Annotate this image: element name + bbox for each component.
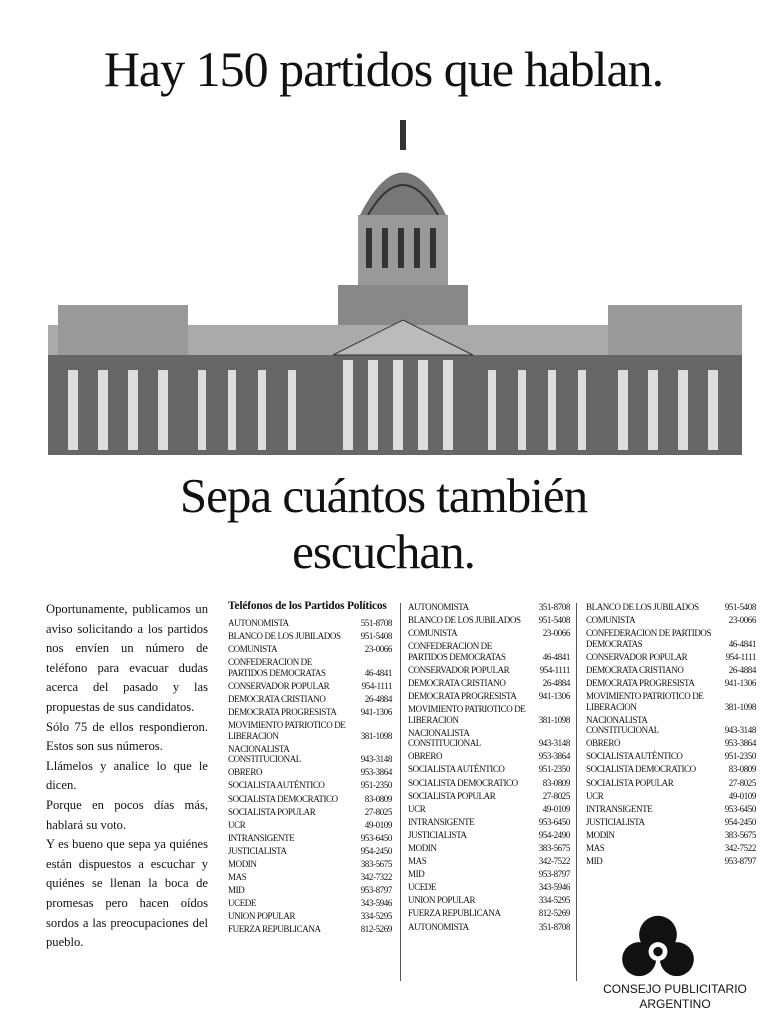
phone-number: 953-3864 [538,751,570,762]
phone-list-row [586,804,756,815]
party-name: FUERZA REPUBLICANA [228,924,321,935]
phone-number: 83-0809 [542,777,570,788]
phone-list-row [408,691,570,702]
party-name: FUERZA REPUBLICANA [408,908,501,919]
phone-list-row [228,872,392,883]
phone-number: 26-4884 [364,693,392,704]
phone-list-row [228,707,392,718]
phone-list-row [586,764,756,775]
phone-list-row [408,778,570,789]
phone-number: 46-4841 [728,638,756,649]
phone-number: 954-1111 [725,651,756,662]
party-name: BLANCO DE LOS JUBILADOS [408,615,521,626]
phone-list-row [408,856,570,867]
phone-number: 941-1306 [724,677,756,688]
phone-list-row [408,830,570,841]
party-name: COMUNISTA [586,615,636,626]
phone-number: 951-5408 [538,615,570,626]
phone-list-row [586,691,756,712]
phone-number: 351-8708 [538,921,570,932]
phone-number: 812-5269 [360,924,392,935]
phone-list-row [586,751,756,762]
phone-list-row [408,817,570,828]
party-name: DEMOCRATA PROGRESISTA [408,691,517,702]
party-name: UNION POPULAR [228,911,296,922]
phone-number: 26-4884 [728,664,756,675]
phone-list-row [228,833,392,844]
phone-number: 812-5269 [538,908,570,919]
paragraph: Llámelos y analice lo que le dicen. [46,758,208,793]
party-name: DEMOCRATA PROGRESISTA [228,707,337,718]
phone-list-row [408,678,570,689]
phone-list-row [586,738,756,749]
subheadline-line-2: escuchan. [292,524,475,579]
party-name: JUSTICIALISTA [586,816,645,827]
phone-number: 46-4841 [364,667,392,678]
phone-number: 951-5408 [724,602,756,612]
phone-number: 953-6450 [724,803,756,814]
party-name: MODIN [408,843,437,853]
phone-list-row [586,843,756,854]
phone-number: 27-8025 [728,777,756,788]
phone-number: 953-6450 [538,816,570,827]
phone-list-row [228,780,392,791]
phone-number: 953-3864 [724,738,756,749]
phone-column-2 [408,602,570,935]
party-name: MODIN [586,829,615,840]
party-name: SOCIALISTA DEMOCRATICO [228,793,338,804]
phone-number: 383-5675 [538,843,570,853]
party-name: MID [586,856,603,867]
party-name: DEMOCRATA CRISTIANO [586,664,684,675]
phone-list-row [408,641,570,662]
phone-list-row [228,924,392,935]
phone-number: 383-5675 [360,859,392,869]
party-name: MOVIMIENTO PATRIOTICO DE LIBERACION [228,720,346,741]
party-name: DEMOCRATA PROGRESISTA [586,677,695,688]
phone-list-row [586,715,756,736]
phone-number: 951-2350 [724,751,756,762]
phone-list-row [228,794,392,805]
party-name: MAS [408,856,427,867]
party-name: MID [228,885,245,896]
congress-building-photo [48,110,742,455]
phone-list-row [228,885,392,896]
party-name: OBRERO [586,738,621,749]
phone-number: 342-7522 [538,856,570,867]
phone-number: 954-1111 [539,664,570,675]
phone-number: 342-7522 [724,843,756,853]
phone-list-row [408,895,570,906]
column-divider [576,603,577,981]
party-name: INTRANSIGENTE [408,816,475,827]
phone-number: 46-4841 [542,651,570,662]
phone-list-row [228,820,392,831]
paragraph: Oportunamente, publicamos un aviso solicitando a los partidos nos envíen un número de teléfono para evacuar dudas acerca del pasado y las propuestas de sus candidatos. [46,602,208,714]
consejo-publicitario-logo [618,912,698,978]
column-divider [400,603,401,981]
phone-list-row [228,911,392,922]
phone-list-row [586,678,756,689]
subheadline [0,468,767,580]
party-name: UCR [586,790,604,801]
phone-number: 27-8025 [364,806,392,817]
party-name: MAS [228,872,247,883]
phone-list-row [408,804,570,815]
phone-list-row [228,694,392,705]
phone-list-row [408,922,570,933]
party-name: CONFEDERACION DE PARTIDOS DEMOCRATAS [228,657,326,678]
phone-list-row [228,644,392,655]
party-name: INTRANSIGENTE [228,832,295,843]
phone-list-row [408,843,570,854]
phone-list-row [586,615,756,626]
phone-list-row [408,665,570,676]
party-name: UNION POPULAR [408,895,476,906]
phone-list-row [586,791,756,802]
phone-list-row [228,898,392,909]
phone-number: 381-1098 [538,714,570,725]
subheadline-line-1: Sepa cuántos también [179,468,588,523]
party-name: COMUNISTA [228,644,278,655]
phone-number: 954-2450 [360,845,392,856]
phone-list-row [228,618,392,629]
party-name: SOCIALISTA POPULAR [228,806,316,817]
phone-list-row [586,652,756,663]
party-name: JUSTICIALISTA [408,829,467,840]
paragraph: Y es bueno que sepa ya quiénes están dispuestos a escuchar y quiénes se llenan la boca de promesas pero hacen oídos sordos a las preocupaciones del pueblo. [46,837,208,950]
party-name: SOCIALISTA AUTÉNTICO [228,780,325,791]
phone-list-title: Teléfonos de los Partidos Políticos [228,600,387,612]
phone-number: 27-8025 [542,790,570,801]
phone-number: 951-2350 [538,764,570,775]
party-name: OBRERO [408,751,443,762]
phone-number: 83-0809 [728,764,756,775]
phone-list-row [408,869,570,880]
phone-list-row [408,615,570,626]
phone-number: 941-1306 [360,707,392,718]
party-name: MODIN [228,859,257,869]
phone-number: 49-0109 [364,819,392,830]
phone-number: 943-3148 [538,738,570,749]
body-copy [46,600,208,953]
party-name: CONSERVADOR POPULAR [586,651,688,662]
party-name: AUTONOMISTA [408,602,469,612]
phone-number: 381-1098 [724,701,756,712]
party-name: DEMOCRATA CRISTIANO [408,677,506,688]
phone-list-row [408,728,570,749]
party-name: CONFEDERACION DE PARTIDOS DEMOCRATAS [586,628,712,649]
phone-number: 383-5675 [724,829,756,840]
logo-line-1: CONSEJO PUBLICITARIO [603,982,747,996]
party-name: SOCIALISTA POPULAR [408,790,496,801]
phone-list-row [228,720,392,741]
phone-number: 49-0109 [728,790,756,801]
party-name: DEMOCRATA CRISTIANO [228,693,326,704]
party-name: CONSERVADOR POPULAR [228,680,330,691]
phone-number: 381-1098 [360,730,392,741]
party-name: SOCIALISTA AUTÉNTICO [408,764,505,775]
paragraph: Sólo 75 de ellos respondieron. Estos son sus números. [46,719,208,754]
party-name: JUSTICIALISTA [228,845,287,856]
phone-list-row [408,751,570,762]
phone-column-3 [586,602,756,869]
phone-list-row [408,704,570,725]
phone-number: 351-8708 [538,602,570,612]
phone-column-1 [228,600,392,938]
logo-line-2: ARGENTINO [639,997,711,1011]
phone-number: 334-5295 [360,911,392,922]
party-name: MID [408,869,425,880]
phone-list-row [586,665,756,676]
party-name: SOCIALISTA AUTÉNTICO [586,751,683,762]
phone-number: 953-6450 [360,832,392,843]
party-name: SOCIALISTA DEMOCRATICO [408,777,518,788]
party-name: MOVIMIENTO PATRIOTICO DE LIBERACION [408,704,526,725]
phone-list-row [228,657,392,678]
phone-list-row [228,807,392,818]
phone-number: 23-0066 [364,644,392,655]
phone-number: 941-1306 [538,691,570,702]
phone-list-row [408,764,570,775]
phone-number: 953-8797 [724,856,756,867]
party-name: BLANCO DE LOS JUBILADOS [586,602,699,612]
headline: Hay 150 partidos que hablan. [103,41,664,97]
phone-number: 49-0109 [542,803,570,814]
phone-number: 954-2490 [538,829,570,840]
phone-list-row [408,791,570,802]
phone-number: 951-5408 [360,631,392,642]
party-name: UCEDE [408,882,436,893]
phone-list-row [408,628,570,639]
party-name: AUTONOMISTA [408,921,469,932]
phone-number: 342-7322 [360,872,392,883]
party-name: UCEDE [228,898,256,909]
phone-list-row [586,817,756,828]
phone-list-row [228,681,392,692]
phone-list-row [228,767,392,778]
party-name: AUTONOMISTA [228,618,289,628]
party-name: INTRANSIGENTE [586,803,653,814]
phone-number: 954-2450 [724,816,756,827]
party-name: COMUNISTA [408,628,458,639]
party-name: CONFEDERACION DE PARTIDOS DEMOCRATAS [408,641,506,662]
phone-list-row [586,628,756,649]
party-name: OBRERO [228,767,263,778]
phone-list-row [586,602,756,613]
phone-number: 334-5295 [538,895,570,906]
paragraph: Porque en pocos días más, hablará su voto. [46,797,208,832]
party-name: SOCIALISTA DEMOCRATICO [586,764,696,775]
phone-number: 26-4884 [542,677,570,688]
party-name: MOVIMIENTO PATRIOTICO DE LIBERACION [586,691,704,712]
phone-number: 951-2350 [360,780,392,791]
party-name: BLANCO DE LOS JUBILADOS [228,631,341,642]
phone-list-row [408,882,570,893]
party-name: UCR [228,819,246,830]
phone-list-row [408,602,570,613]
phone-list-row [586,856,756,867]
phone-list-row [228,744,392,765]
phone-number: 954-1111 [361,680,392,691]
phone-number: 343-5946 [360,898,392,909]
phone-list-row [228,846,392,857]
party-name: MAS [586,843,605,853]
party-name: NACIONALISTA CONSTITUCIONAL [228,743,301,765]
phone-number: 83-0809 [364,793,392,804]
phone-number: 953-8797 [538,869,570,880]
logo-text [570,982,767,1012]
phone-list-row [586,830,756,841]
phone-number: 953-8797 [360,885,392,896]
phone-number: 953-3864 [360,767,392,778]
phone-list-row [586,778,756,789]
party-name: NACIONALISTA CONSTITUCIONAL [408,727,481,749]
phone-number: 23-0066 [728,615,756,626]
party-name: UCR [408,803,426,814]
party-name: NACIONALISTA CONSTITUCIONAL [586,714,659,736]
party-name: CONSERVADOR POPULAR [408,664,510,675]
phone-list-row [228,859,392,870]
phone-list-row [228,631,392,642]
phone-number: 551-8708 [360,618,392,628]
phone-list-row [408,908,570,919]
phone-number: 23-0066 [542,628,570,639]
phone-number: 343-5946 [538,882,570,893]
phone-number: 943-3148 [360,754,392,765]
party-name: SOCIALISTA POPULAR [586,777,674,788]
phone-number: 943-3148 [724,725,756,736]
